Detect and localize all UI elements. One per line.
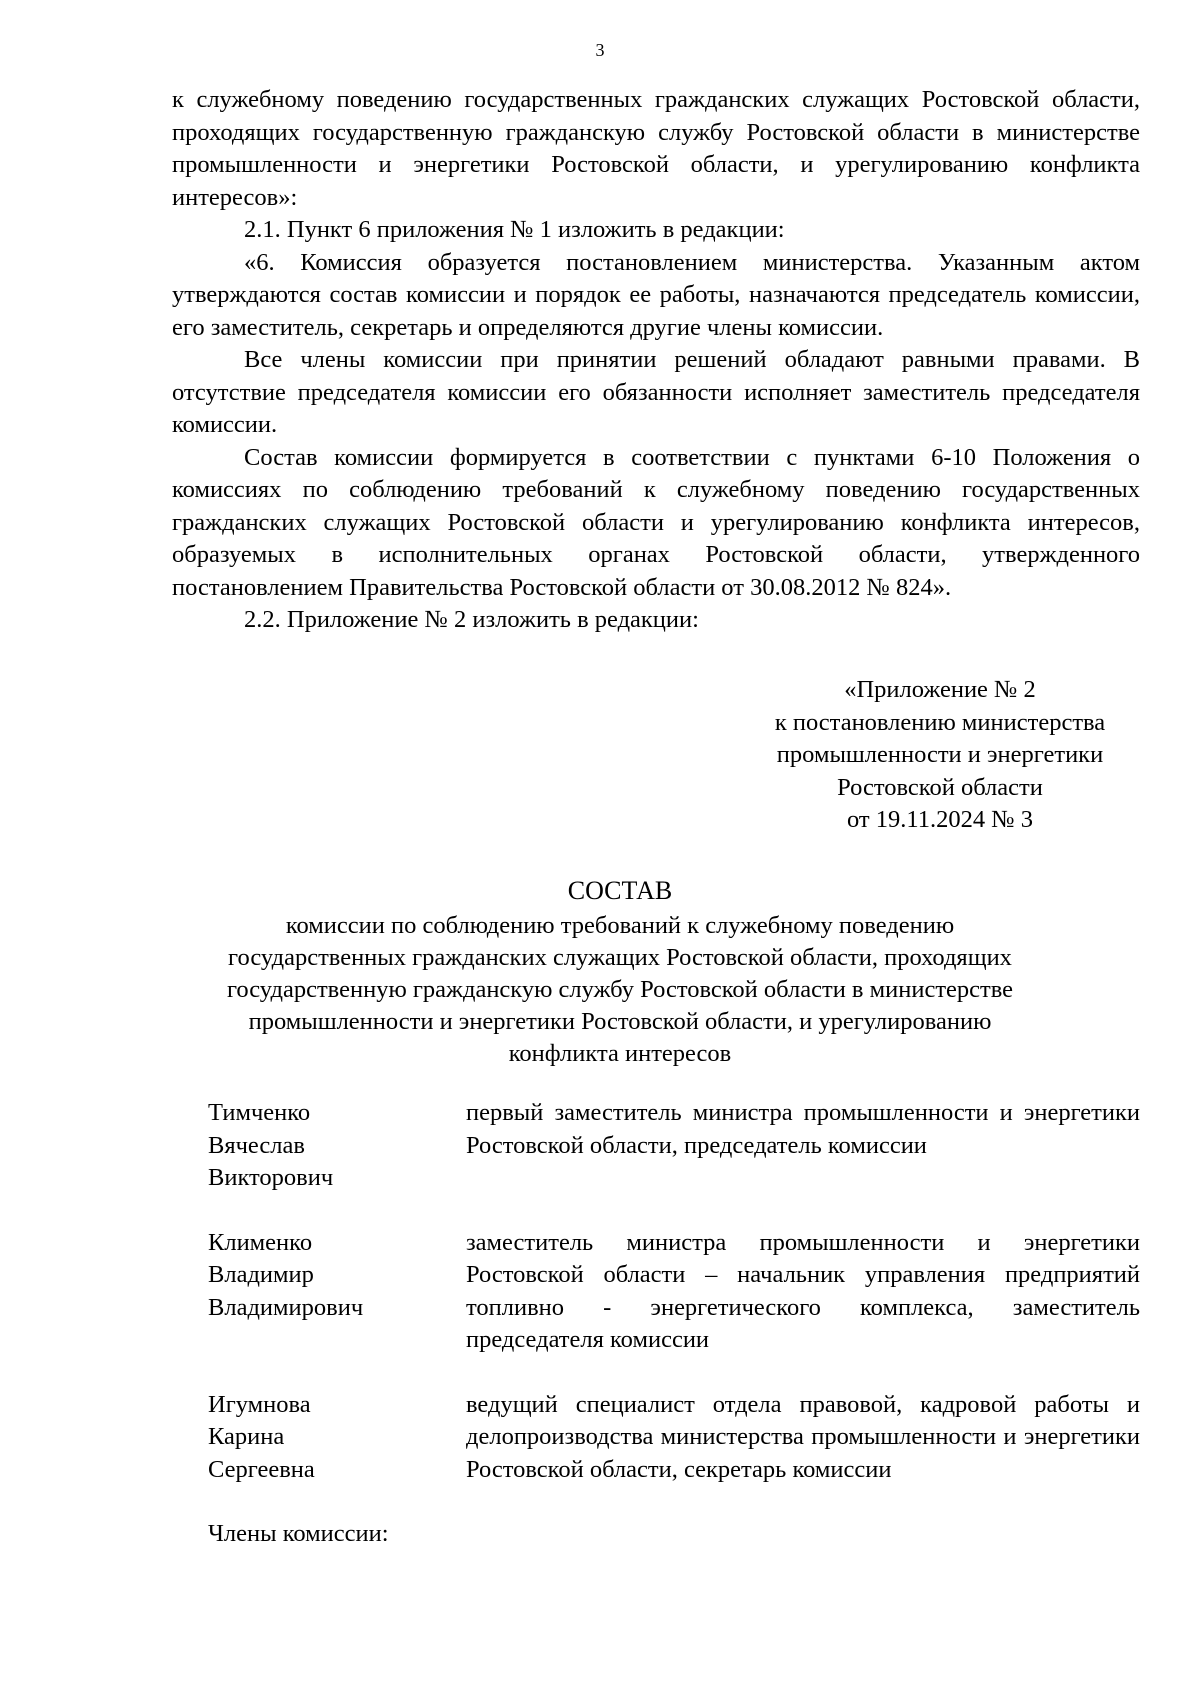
member-name [208,1227,466,1357]
members-label: Члены комиссии: [208,1520,389,1547]
appendix-line: «Приложение № 2 [844,676,1036,703]
paragraph: Все члены комиссии при принятии решений обладают равными правами. В отсутствие председателя комиссии его обязанности исполняет заместитель председателя комиссии. [172,346,1140,438]
title-line: комиссии по соблюдению требований к служебному поведению [285,912,955,939]
appendix-line: от 19.11.2024 № 3 [847,806,1033,833]
paragraph: «6. Комиссия образуется постановлением министерства. Указанным актом утверждаются состав комиссии и порядок ее работы, назначаются председатель комиссии, его заместитель, секретарь и определяются другие члены комиссии. [172,248,1140,341]
paragraph: 2.1. Пункт 6 приложения № 1 изложить в редакции: [244,216,785,243]
title-line: конфликта интересов [508,1040,732,1067]
member-role: первый заместитель министра промышленности и энергетики Ростовской области, председатель комиссии [466,1099,1140,1159]
page-number: 3 [595,40,605,60]
member-surname: Клименко [208,1228,313,1256]
member-role: ведущий специалист отдела правовой, кадровой работы и делопроизводства министерства промышленности и энергетики Ростовской области, секретарь комиссии [466,1390,1140,1483]
title-line: промышленности и энергетики Ростовской области, и урегулированию [248,1008,992,1035]
composition-title [150,874,1090,1070]
appendix-line: Ростовской области [837,773,1043,801]
member-surname: Игумнова [208,1390,311,1418]
members-list [208,1097,1140,1551]
appendix-header [740,674,1140,837]
appendix-line: промышленности и энергетики [776,741,1104,768]
member-row-deputy [208,1227,1140,1357]
paragraph: Состав комиссии формируется в соответствии с пунктами 6-10 Положения о комиссиях по соблюдению требований к служебному поведению государственных гражданских служащих Ростовской области и урегулированию конфликта интересов, образуемых в исполнительных органах Ростовской области, утвержденного постановлением Правительства Ростовской области от 30.08.2012 № 824». [172,443,1140,601]
appendix-line: к постановлению министерства [774,708,1106,736]
paragraph: к служебному поведению государственных гражданских служащих Ростовской области, проходящих государственную гражданскую службу Ростовской области в министерстве промышленности и энергетики Ростовской области, и урегулированию конфликта интересов»: [172,86,1140,211]
member-patronymic: Владимирович [208,1293,364,1321]
member-role: заместитель министра промышленности и энергетики Ростовской области – начальник управления предприятий топливно - энергетического комплекса, заместитель председателя комиссии [466,1228,1140,1353]
title-heading: СОСТАВ [567,876,673,905]
member-name [208,1389,466,1487]
member-name [208,1097,466,1195]
member-surname: Тимченко [208,1099,311,1126]
title-line: государственную гражданскую службу Ростовской области в министерстве [226,976,1014,1003]
member-patronymic: Викторович [208,1164,334,1191]
document-body [172,84,1140,637]
title-line: государственных гражданских служащих Ростовской области, проходящих [228,944,1012,971]
member-patronymic: Сергеевна [208,1455,315,1483]
member-first-name: Вячеслав [208,1131,305,1159]
member-first-name: Владимир [208,1261,314,1288]
member-row-secretary [208,1389,1140,1487]
paragraph: 2.2. Приложение № 2 изложить в редакции: [244,606,699,633]
member-first-name: Карина [208,1423,285,1450]
member-row-chairman [208,1097,1140,1195]
